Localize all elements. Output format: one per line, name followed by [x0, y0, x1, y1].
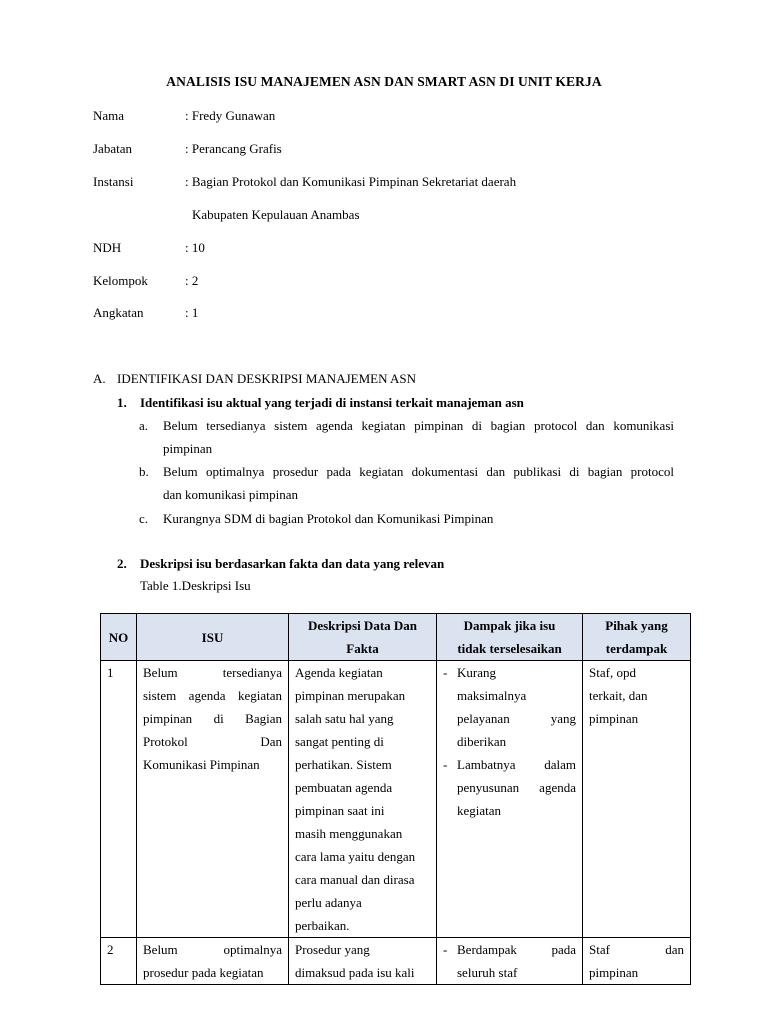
cell-line: Belum tersedianya: [143, 665, 282, 680]
cell-line: pelayanan yang: [457, 711, 576, 726]
info-value: : Perancang Grafis: [185, 141, 282, 156]
cell-deskripsi: [289, 661, 437, 938]
subsection-heading-2: [117, 554, 444, 574]
info-value: : 2: [185, 273, 199, 288]
cell-no: 2: [101, 938, 137, 985]
impact-item: [443, 661, 576, 753]
cell-line: Belum optimalnya: [143, 942, 282, 957]
cell-deskripsi: [289, 938, 437, 985]
info-value: : 10: [185, 240, 205, 255]
list-item-line: Belum optimalnya prosedur pada kegiatan dokumentasi dan publikasi di bagian protocol: [163, 464, 674, 479]
list-item-text: [163, 460, 674, 506]
section-heading: [93, 369, 416, 389]
list-marker: c.: [139, 511, 149, 526]
cell-line: Berdampak pada: [457, 942, 576, 957]
cell-line: cara lama yaitu dengan: [295, 849, 416, 864]
subsection-number: 2.: [117, 556, 127, 571]
issue-table: [100, 613, 691, 985]
list-item-text: [163, 507, 674, 530]
cell-line: seluruh staf: [457, 965, 518, 980]
cell-line: perbaikan.: [295, 918, 350, 933]
cell-line: pimpinan merupakan: [295, 688, 406, 703]
cell-line: terkait, dan: [589, 688, 648, 703]
document-title: ANALISIS ISU MANAJEMEN ASN DAN SMART ASN DI UNIT KERJA: [166, 74, 602, 89]
table-caption: Table 1.Deskripsi Isu: [140, 578, 251, 593]
header-line: Deskripsi Data Dan: [307, 618, 418, 633]
cell-line: sangat penting di: [295, 734, 384, 749]
impact-item: [443, 753, 576, 822]
table-row: [101, 661, 691, 938]
cell-line: pimpinan: [589, 965, 639, 980]
dash-bullet: -: [443, 665, 448, 680]
header-line: Fakta: [346, 641, 379, 656]
list-item-line: Kurangnya SDM di bagian Protokol dan Komunikasi Pimpinan: [163, 511, 494, 526]
info-value: : 1: [185, 305, 199, 320]
list-item-text: [163, 414, 674, 460]
cell-line: Staf, opd: [589, 665, 636, 680]
cell-dampak: [437, 938, 583, 985]
cell-no: 1: [101, 661, 137, 938]
info-label: Instansi: [93, 174, 134, 189]
dash-bullet: -: [443, 942, 448, 957]
cell-line: kegiatan: [457, 803, 502, 818]
cell-line: Staf dan: [589, 942, 684, 957]
cell-line: Lambatnya dalam: [457, 757, 576, 772]
header-line: Pihak yang: [605, 618, 668, 633]
impact-list: [443, 938, 576, 984]
cell-dampak: [437, 661, 583, 938]
list-item-line: dan komunikasi pimpinan: [163, 487, 299, 502]
list-marker: b.: [139, 464, 149, 479]
list-item: [139, 414, 674, 460]
cell-line: Agenda kegiatan: [295, 665, 383, 680]
cell-line: Komunikasi Pimpinan: [143, 757, 260, 772]
info-value: : Bagian Protokol dan Komunikasi Pimpinan Sekretariat daerah: [185, 174, 517, 189]
dash-bullet: -: [443, 757, 448, 772]
cell-line: pimpinan saat ini: [295, 803, 385, 818]
header-line: Dampak jika isu: [463, 618, 556, 633]
cell-line: perhatikan. Sistem: [295, 757, 392, 772]
cell-line: maksimalnya: [457, 688, 527, 703]
info-label: NDH: [93, 240, 122, 255]
list-item-line: Belum tersedianya sistem agenda kegiatan pimpinan di bagian protocol dan komunikasi: [163, 418, 674, 433]
cell-isu: [137, 661, 289, 938]
cell-line: diberikan: [457, 734, 507, 749]
cell-line: cara manual dan dirasa: [295, 872, 415, 887]
info-value-continuation: Kabupaten Kepulauan Anambas: [192, 207, 360, 222]
header-deskripsi: [289, 614, 437, 661]
section-letter: A.: [93, 371, 106, 386]
cell-line: Protokol Dan: [143, 734, 282, 749]
cell-line: salah satu hal yang: [295, 711, 394, 726]
cell-pihak: [583, 938, 691, 985]
cell-line: perlu adanya: [295, 895, 362, 910]
impact-item: [443, 938, 576, 984]
list-item-line: pimpinan: [163, 441, 213, 456]
header-isu: ISU: [137, 614, 289, 661]
cell-isu: [137, 938, 289, 985]
header-no: NO: [101, 614, 137, 661]
header-line: tidak terselesaikan: [457, 641, 562, 656]
info-label: Jabatan: [93, 141, 132, 156]
cell-line: sistem agenda kegiatan: [143, 688, 282, 703]
subsection-heading-1: [117, 393, 524, 413]
cell-line: Kurang: [457, 665, 496, 680]
cell-line: dimaksud pada isu kali: [295, 965, 415, 980]
impact-list: [443, 661, 576, 822]
info-label: Nama: [93, 108, 125, 123]
header-pihak: [583, 614, 691, 661]
cell-line: pembuatan agenda: [295, 780, 393, 795]
header-line: terdampak: [605, 641, 668, 656]
header-dampak: [437, 614, 583, 661]
list-item: [139, 460, 674, 506]
cell-line: penyusunan agenda: [457, 780, 576, 795]
subsection-title: Identifikasi isu aktual yang terjadi di instansi terkait manajeman asn: [140, 395, 524, 410]
table-header-row: [101, 614, 691, 661]
info-value: : Fredy Gunawan: [185, 108, 276, 123]
list-marker: a.: [139, 418, 149, 433]
cell-pihak: [583, 661, 691, 938]
table-row: [101, 938, 691, 985]
cell-line: masih menggunakan: [295, 826, 403, 841]
list-item: [139, 507, 674, 530]
info-label: Angkatan: [93, 305, 144, 320]
cell-line: pimpinan di Bagian: [143, 711, 282, 726]
section-title: IDENTIFIKASI DAN DESKRIPSI MANAJEMEN ASN: [117, 371, 417, 386]
info-label: Kelompok: [93, 273, 148, 288]
cell-line: Prosedur yang: [295, 942, 370, 957]
subsection-title: Deskripsi isu berdasarkan fakta dan data yang relevan: [140, 556, 445, 571]
subsection-number: 1.: [117, 395, 127, 410]
cell-line: pimpinan: [589, 711, 639, 726]
cell-line: prosedur pada kegiatan: [143, 965, 264, 980]
